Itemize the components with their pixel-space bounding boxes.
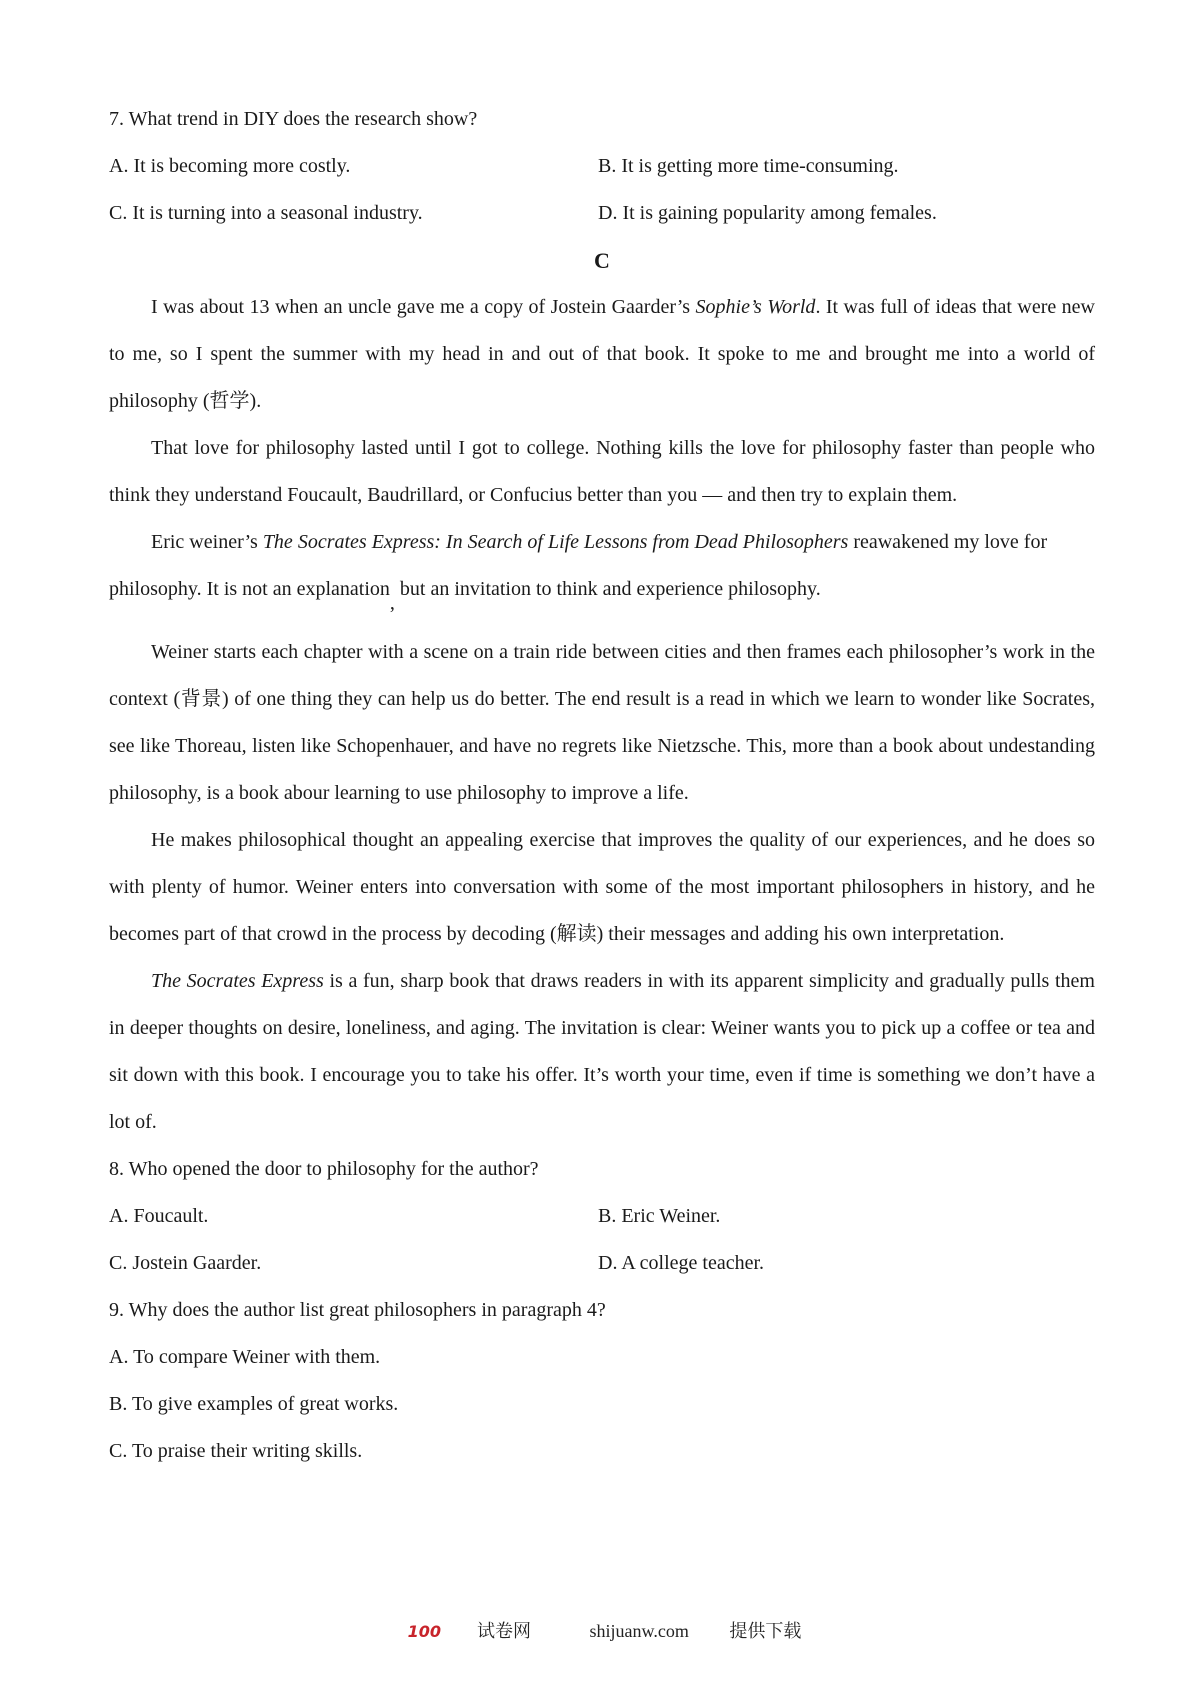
paragraph-1-text-a: I was about 13 when an uncle gave me a copy of Jostein Gaarder’s xyxy=(151,296,696,318)
question-7-options-row-2 xyxy=(109,190,1095,237)
paragraph-3-text-a: Eric weiner’s xyxy=(151,531,263,553)
site-url: shijuanw.com xyxy=(589,1621,689,1641)
option-b: B. It is getting more time-consuming. xyxy=(598,155,899,177)
book-title-socrates-express: The Socrates Express xyxy=(151,970,324,992)
paragraph-3-text-b: reawakened my love for philosophy. It is not an explanation xyxy=(109,531,1048,600)
paragraph-3-text-c: but an invitation to think and experience philosophy. xyxy=(394,578,821,600)
option-b: B. To give examples of great works. xyxy=(109,1393,399,1415)
logo-text: 试卷网 xyxy=(477,1621,532,1641)
paragraph-1 xyxy=(109,284,1095,425)
question-7-options-row-1 xyxy=(109,143,1095,190)
option-c: C. To praise their writing skills. xyxy=(109,1440,363,1462)
download-note: 提供下载 xyxy=(729,1621,802,1641)
question-9: 9. Why does the author list great philosophers in paragraph 4? xyxy=(109,1299,606,1321)
logo-number: 100 xyxy=(407,1622,442,1641)
paragraph-6-text: is a fun, sharp book that draws readers in with its apparent simplicity and gradually pulls them in deeper thoughts on desire, loneliness, and aging. The invitation is clear: Weiner wants you to pick up a coffee or tea and sit down with this book. I encourage you to take his offer. It’s worth your time, even if time is something we don’t have a lot of. xyxy=(109,970,1095,1133)
book-title-socrates-express-full: The Socrates Express: In Search of Life Lessons from Dead Philosophers xyxy=(262,531,849,553)
paragraph-3 xyxy=(109,519,1095,613)
option-d: D. It is gaining popularity among females. xyxy=(598,202,937,224)
option-a: A. Foucault. xyxy=(109,1205,209,1227)
paragraph-6 xyxy=(109,958,1095,1146)
paragraph-3-comma: , xyxy=(389,592,395,614)
option-a: A. It is becoming more costly. xyxy=(109,155,351,177)
paragraph-4: Weiner starts each chapter with a scene on a train ride between cities and then frames each philosopher’s work in the context (背景) of one thing they can help us do better. The end result is a read in which we learn to wonder like Socrates, see like Thoreau, listen like Schopenhauer, and have no regrets like Nietzsche. This, more than a book about undestanding philosophy, is a book abour learning to use philosophy to improve a life. xyxy=(109,641,1095,804)
page-footer xyxy=(0,1617,1191,1643)
paragraph-5: He makes philosophical thought an appealing exercise that improves the quality of our experiences, and he does so with plenty of humor. Weiner enters into conversation with some of the most important philosophers in history, and he becomes part of that crowd in the process by decoding (解读) their messages and adding his own interpretation. xyxy=(109,829,1095,945)
document-page xyxy=(109,96,1095,1475)
option-c: C. It is turning into a seasonal industry. xyxy=(109,202,423,224)
question-7: 7. What trend in DIY does the research show? xyxy=(109,108,478,130)
option-a: A. To compare Weiner with them. xyxy=(109,1346,381,1368)
question-8-options-row-2 xyxy=(109,1240,1095,1287)
paragraph-1-text-b: . It was full of ideas that were new to me, so I spent the summer with my head in and out of that book. It spoke to me and brought me into a world of philosophy (哲学). xyxy=(109,296,1095,412)
question-8-options-row-1 xyxy=(109,1193,1095,1240)
book-title-sophies-world: Sophie’s World xyxy=(695,296,816,318)
option-b: B. Eric Weiner. xyxy=(598,1205,721,1227)
section-heading: C xyxy=(594,248,610,273)
site-logo xyxy=(390,1621,549,1641)
paragraph-2: That love for philosophy lasted until I got to college. Nothing kills the love for philosophy faster than people who think they understand Foucault, Baudrillard, or Confucius better than you — and then try to explain them. xyxy=(109,437,1095,506)
option-d: D. A college teacher. xyxy=(598,1252,765,1274)
question-8: 8. Who opened the door to philosophy for the author? xyxy=(109,1158,539,1180)
option-c: C. Jostein Gaarder. xyxy=(109,1252,262,1274)
